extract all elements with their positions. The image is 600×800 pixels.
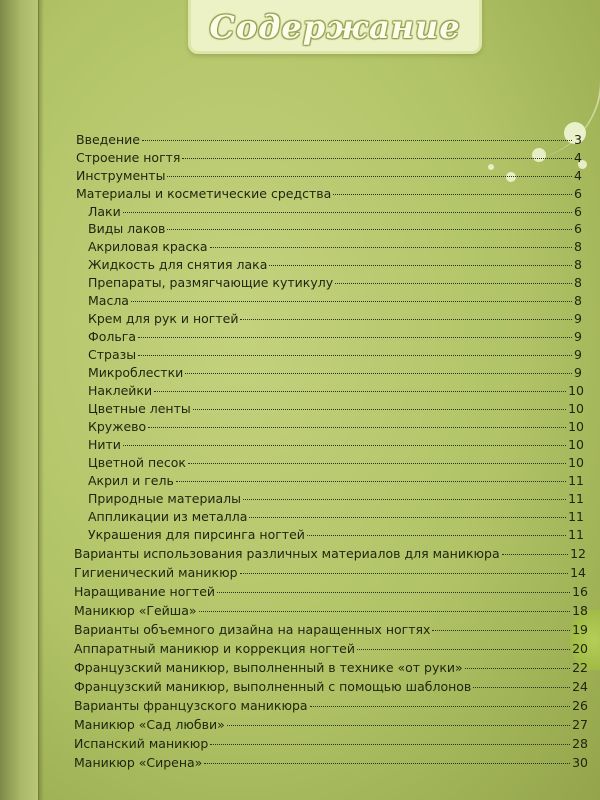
toc-entry-page: 14 (570, 565, 586, 580)
toc-entry (74, 717, 588, 732)
toc-entry-label: Акриловая краска (88, 239, 208, 254)
toc-entry (74, 660, 588, 675)
dot-leader (167, 229, 572, 230)
toc-entry-page: 26 (572, 698, 588, 713)
toc-entry-label: Варианты французского маникюра (74, 698, 308, 713)
toc-entry-page: 8 (574, 275, 582, 290)
dot-leader (269, 265, 572, 266)
toc-entry (74, 546, 586, 561)
dot-leader (210, 744, 570, 745)
toc-entry (88, 275, 582, 290)
dot-leader (148, 427, 566, 428)
toc-entry (88, 204, 582, 219)
dot-leader (210, 247, 573, 248)
dot-leader (188, 463, 566, 464)
toc-entry-page: 4 (574, 150, 582, 165)
toc-entry (88, 509, 584, 524)
toc-entry-page: 6 (574, 186, 582, 201)
dot-leader (465, 668, 570, 669)
toc-entry-label: Маникюр «Сирена» (74, 755, 203, 770)
toc-entry-label: Инструменты (76, 168, 166, 183)
toc-entry (88, 221, 582, 236)
toc-entry-page: 8 (574, 239, 582, 254)
toc-entry (88, 383, 584, 398)
toc-entry-label: Микроблестки (88, 365, 184, 380)
toc-entry-label: Варианты объемного дизайна на наращенных ногтях (74, 622, 431, 637)
dot-leader (123, 212, 572, 213)
toc-entry (88, 257, 582, 272)
toc-entry-page: 12 (570, 546, 586, 561)
toc-entry-page: 10 (568, 455, 584, 470)
toc-entry (88, 437, 584, 452)
toc-entry-label: Гигиенический маникюр (74, 565, 238, 580)
dot-leader (240, 573, 569, 574)
toc-entry (76, 132, 582, 147)
toc-entry-page: 8 (574, 257, 582, 272)
toc-entry-label: Маникюр «Сад любви» (74, 717, 225, 732)
toc-entry-page: 10 (568, 437, 584, 452)
toc-entry-label: Материалы и косметические средства (76, 186, 332, 201)
toc-entry-label: Строение ногтя (76, 150, 181, 165)
toc-entry-page: 10 (568, 419, 584, 434)
toc-entry (88, 491, 584, 506)
toc-entry (74, 698, 588, 713)
toc-entry-label: Кружево (88, 419, 147, 434)
dot-leader (131, 301, 572, 302)
toc-entry-label: Масла (88, 293, 129, 308)
toc-entry-page: 28 (572, 736, 588, 751)
toc-entry (74, 736, 588, 751)
toc-entry-label: Фольга (88, 329, 136, 344)
toc-entry (88, 329, 582, 344)
toc-entry-page: 11 (568, 473, 584, 488)
dot-leader (167, 176, 572, 177)
toc-entry-label: Виды лаков (88, 221, 166, 236)
toc-entry-page: 11 (568, 527, 584, 542)
toc-entry (88, 347, 582, 362)
dot-leader (123, 445, 566, 446)
dot-leader (204, 763, 570, 764)
toc-entry-page: 10 (568, 383, 584, 398)
toc-entry-label: Французский маникюр, выполненный с помощью шаблонов (74, 679, 472, 694)
toc-entry (74, 584, 588, 599)
toc-entry-label: Введение (76, 132, 140, 147)
toc-entry (76, 150, 582, 165)
dot-leader (182, 158, 572, 159)
toc-entry-page: 27 (572, 717, 588, 732)
toc-entry (88, 401, 584, 416)
toc-entry-label: Варианты использования различных материалов для маникюра (74, 546, 500, 561)
toc-entry-label: Акрил и гель (88, 473, 174, 488)
dot-leader (199, 611, 571, 612)
toc-entry-page: 9 (574, 329, 582, 344)
toc-entry-page: 10 (568, 401, 584, 416)
toc-entry-page: 3 (574, 132, 582, 147)
toc-entry (88, 455, 584, 470)
toc-entry-page: 16 (572, 584, 588, 599)
page-title: Содержание (209, 8, 461, 46)
dot-leader (138, 337, 572, 338)
dot-leader (154, 391, 566, 392)
toc-entry-page: 18 (572, 603, 588, 618)
toc-entry-label: Аппликации из металла (88, 509, 248, 524)
dot-leader (502, 554, 568, 555)
dot-leader (185, 373, 572, 374)
toc-entry-label: Испанский маникюр (74, 736, 209, 751)
toc-entry (88, 419, 584, 434)
toc-entry (88, 473, 584, 488)
dot-leader (473, 687, 570, 688)
toc-entry-label: Нити (88, 437, 121, 452)
toc-entry-page: 6 (574, 204, 582, 219)
toc-entry-page: 11 (568, 509, 584, 524)
toc-entry (74, 603, 588, 618)
toc-entry-page: 22 (572, 660, 588, 675)
toc-entry-page: 24 (572, 679, 588, 694)
dot-leader (227, 725, 570, 726)
dot-leader (307, 535, 566, 536)
dot-leader (142, 140, 572, 141)
toc-entry-label: Лаки (88, 204, 121, 219)
toc-entry (74, 565, 586, 580)
toc-entry (88, 527, 584, 542)
toc-entry-page: 9 (574, 311, 582, 326)
toc-entry-label: Украшения для пирсинга ногтей (88, 527, 305, 542)
dot-leader (193, 409, 566, 410)
toc-entry-page: 19 (572, 622, 588, 637)
dot-leader (243, 499, 566, 500)
toc-entry-label: Стразы (88, 347, 137, 362)
toc-entry-page: 6 (574, 221, 582, 236)
toc-entry-page: 11 (568, 491, 584, 506)
dot-leader (310, 706, 571, 707)
toc-entry (74, 679, 588, 694)
toc-entry (76, 168, 582, 183)
dot-leader (249, 517, 566, 518)
toc-entry-label: Маникюр «Гейша» (74, 603, 197, 618)
toc-entry (74, 641, 588, 656)
toc-entry (88, 293, 582, 308)
toc-entry (76, 186, 582, 201)
toc-entry-label: Природные материалы (88, 491, 242, 506)
dot-leader (357, 649, 570, 650)
dot-leader (335, 283, 572, 284)
toc-entry-label: Французский маникюр, выполненный в технике «от руки» (74, 660, 463, 675)
dot-leader (432, 630, 570, 631)
toc-entry (88, 239, 582, 254)
toc-entry (88, 311, 582, 326)
toc-entry (74, 622, 588, 637)
toc-entry-page: 4 (574, 168, 582, 183)
toc-entry-page: 20 (572, 641, 588, 656)
dot-leader (176, 481, 566, 482)
toc-entry-label: Цветные ленты (88, 401, 191, 416)
toc-entry-page: 9 (574, 365, 582, 380)
toc-entry-label: Препараты, размягчающие кутикулу (88, 275, 334, 290)
toc-entry-page: 30 (572, 755, 588, 770)
toc-entry (74, 755, 588, 770)
toc-entry (88, 365, 582, 380)
dot-leader (240, 319, 572, 320)
toc-entry-label: Жидкость для снятия лака (88, 257, 268, 272)
dot-leader (217, 592, 570, 593)
dot-leader (138, 355, 572, 356)
toc-entry-label: Наклейки (88, 383, 153, 398)
toc-entry-page: 8 (574, 293, 582, 308)
toc-entry-page: 9 (574, 347, 582, 362)
toc-entry-label: Цветной песок (88, 455, 186, 470)
toc-entry-label: Крем для рук и ногтей (88, 311, 239, 326)
dot-leader (333, 194, 572, 195)
toc-entry-label: Наращивание ногтей (74, 584, 216, 599)
toc-entry-label: Аппаратный маникюр и коррекция ногтей (74, 641, 355, 656)
